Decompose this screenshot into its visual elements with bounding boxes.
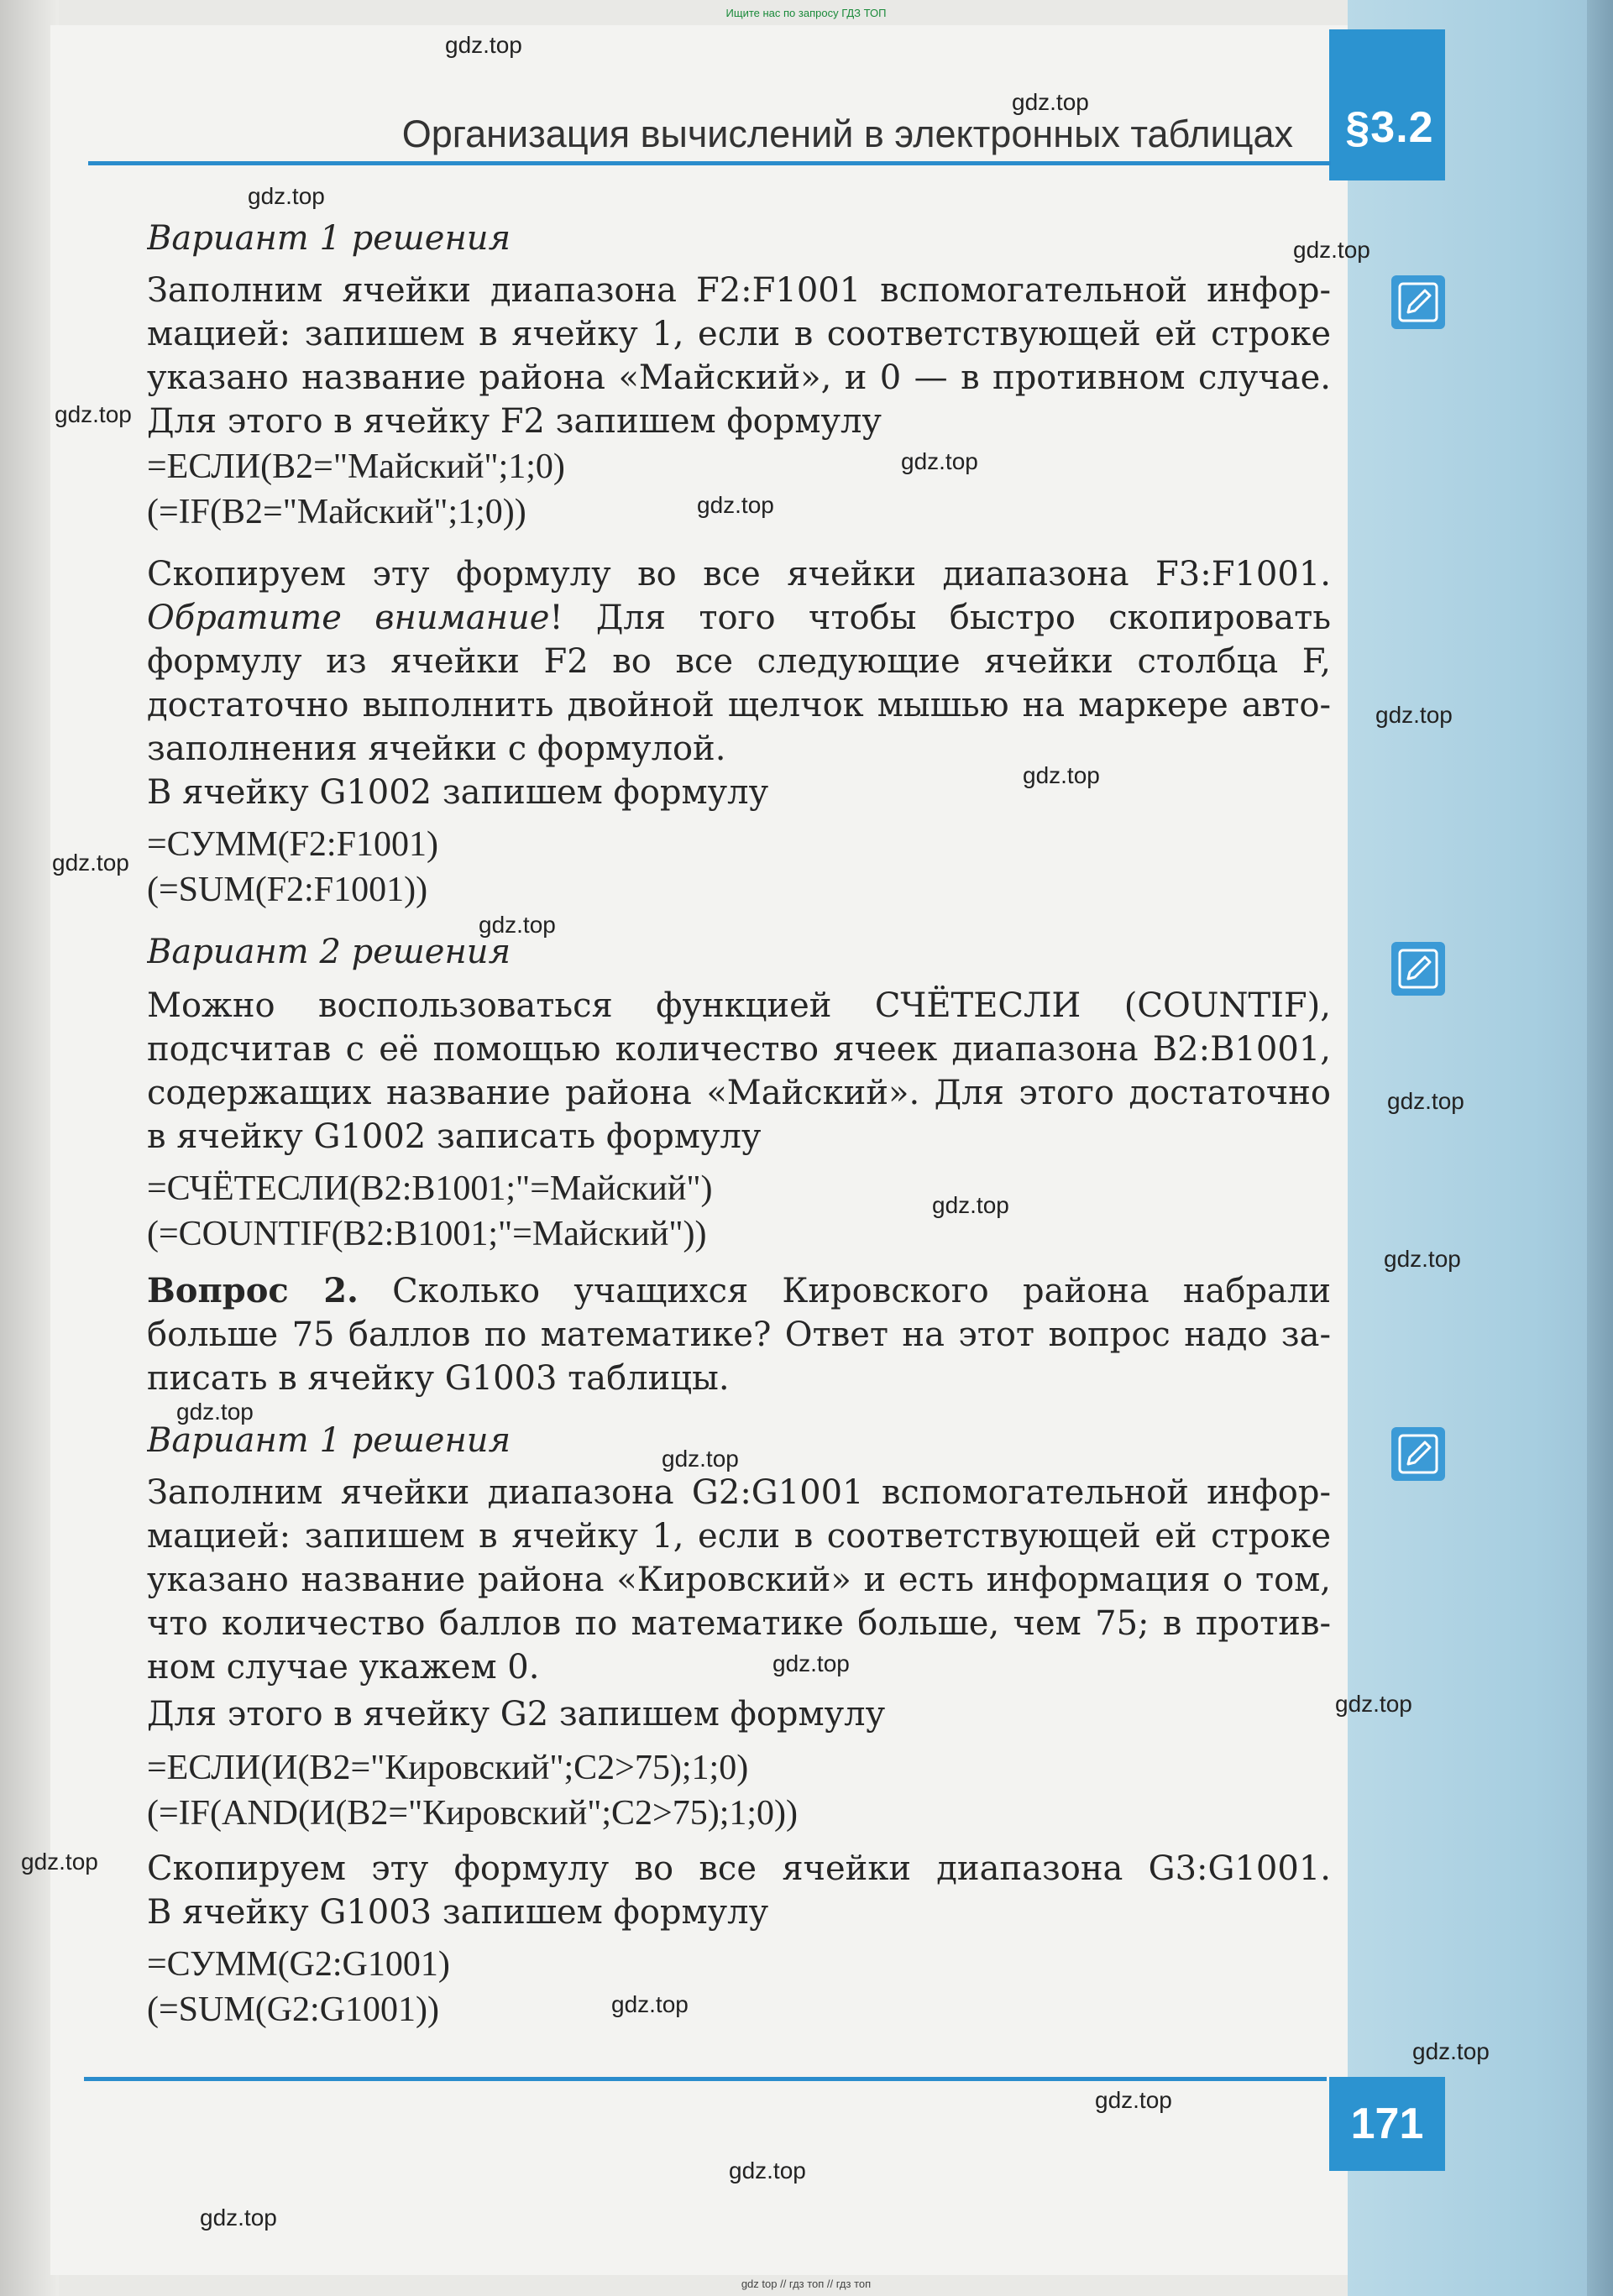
margin-strip — [1348, 0, 1613, 2296]
text-line: мацией: запишем в ячейку 1, если в соответствующей ей строке — [147, 1517, 1331, 1556]
text-line: что количество баллов по математике больше, чем 75; в против- — [147, 1604, 1331, 1643]
text-line: писать в ячейку G1003 таблицы. — [147, 1359, 730, 1398]
watermark: gdz.top — [1335, 1691, 1412, 1717]
formula-line: =ЕСЛИ(И(B2="Кировский";C2>75);1;0) — [147, 1749, 749, 1787]
page-title: Организация вычислений в электронных таблицах — [401, 112, 1293, 155]
text-line: указано название района «Майский», и 0 — в противном случае. — [147, 358, 1331, 397]
watermark: gdz.top — [901, 448, 978, 474]
watermark: gdz.top — [932, 1192, 1009, 1218]
top-note: Ищите нас по запросу ГДЗ ТОП — [725, 7, 887, 19]
text-line: мацией: запишем в ячейку 1, если в соответствующей ей строке — [147, 315, 1331, 353]
watermark: gdz.top — [1095, 2087, 1172, 2113]
watermark: gdz.top — [248, 183, 325, 209]
question-text: Сколько учащихся Кировского района набрали — [358, 1272, 1331, 1310]
text-line: содержащих название района «Майский». Для этого достаточно — [147, 1074, 1331, 1112]
text-line: ном случае укажем 0. — [147, 1648, 540, 1687]
page-number: 171 — [1350, 2100, 1424, 2148]
page-edge — [1587, 0, 1613, 2296]
text-line: формулу из ячейки F2 во все следующие ячейки столбца F, — [147, 642, 1331, 681]
watermark: gdz.top — [611, 1991, 689, 2017]
watermark: gdz.top — [1375, 702, 1453, 728]
watermark: gdz.top — [200, 2204, 277, 2231]
text-line: В ячейку G1003 запишем формулу — [147, 1893, 769, 1932]
footer-divider — [84, 2077, 1327, 2081]
bottom-note: gdz top // гдз топ // гдз топ — [741, 2278, 872, 2290]
text-line: подсчитав с её помощью количество ячеек диапазона B2:B1001, — [147, 1030, 1331, 1069]
text-line: Для этого в ячейку F2 запишем формулу — [147, 402, 882, 441]
watermark: gdz.top — [662, 1446, 739, 1472]
formula-line: =СЧЁТЕСЛИ(B2:B1001;"=Майский") — [147, 1169, 713, 1208]
text-line: Можно воспользоваться функцией СЧЁТЕСЛИ (COUNTIF), — [147, 986, 1331, 1025]
text-line: в ячейку G1002 записать формулу — [147, 1117, 762, 1156]
text-line: больше 75 баллов по математике? Ответ на этот вопрос надо за- — [147, 1315, 1331, 1354]
watermark: gdz.top — [729, 2157, 806, 2184]
heading-variant-1: Вариант 1 решения — [147, 1421, 511, 1460]
watermark: gdz.top — [479, 912, 556, 938]
notice-text: ! Для того чтобы быстро скопировать — [549, 599, 1331, 637]
watermark: gdz.top — [1012, 89, 1089, 115]
heading-variant-1: Вариант 1 решения — [147, 219, 511, 258]
text-line: Заполним ячейки диапазона G2:G1001 вспомогательной инфор- — [147, 1473, 1331, 1512]
formula-line: =СУММ(G2:G1001) — [147, 1945, 450, 1984]
text-line: Для этого в ячейку G2 запишем формулу — [147, 1695, 886, 1734]
formula-line: (=IF(AND(И(B2="Кировский";C2>75);1;0)) — [147, 1794, 799, 1833]
watermark: gdz.top — [772, 1650, 850, 1676]
text-line-notice — [147, 596, 1331, 640]
watermark: gdz.top — [1412, 2038, 1490, 2064]
formula-line: =ЕСЛИ(B2="Майский";1;0) — [147, 447, 565, 486]
watermark: gdz.top — [52, 850, 129, 876]
text-line: Скопируем эту формулу во все ячейки диапазона G3:G1001. — [147, 1849, 1331, 1888]
watermark: gdz.top — [176, 1399, 254, 1425]
header-divider — [88, 161, 1331, 165]
watermark: gdz.top — [1293, 237, 1370, 263]
pencil-icon — [1391, 1427, 1445, 1481]
text-line: достаточно выполнить двойной щелчок мышью на маркере авто- — [147, 686, 1331, 724]
watermark: gdz.top — [55, 401, 132, 427]
text-line: Скопируем эту формулу во все ячейки диапазона F3:F1001. — [147, 555, 1331, 594]
question-label: Вопрос 2. — [147, 1271, 359, 1310]
pencil-icon — [1391, 942, 1445, 996]
formula-line: (=IF(B2="Майский";1;0)) — [147, 493, 526, 531]
pencil-icon — [1391, 275, 1445, 329]
formula-line: (=COUNTIF(B2:B1001;"=Майский")) — [147, 1215, 707, 1253]
heading-variant-2: Вариант 2 решения — [147, 933, 511, 971]
text-line: Заполним ячейки диапазона F2:F1001 вспомогательной инфор- — [147, 271, 1331, 310]
formula-line: =СУММ(F2:F1001) — [147, 825, 438, 864]
text-line: указано название района «Кировский» и есть информация о том, — [147, 1561, 1331, 1599]
notice-emphasis: Обратите внимание — [147, 599, 550, 637]
text-line: заполнения ячейки с формулой. — [147, 730, 726, 768]
watermark: gdz.top — [1023, 762, 1100, 788]
watermark: gdz.top — [445, 32, 522, 58]
watermark: gdz.top — [697, 492, 774, 518]
question-line — [147, 1269, 1331, 1313]
watermark: gdz.top — [1387, 1088, 1464, 1114]
text-line: В ячейку G1002 запишем формулу — [147, 773, 769, 812]
watermark: gdz.top — [21, 1849, 98, 1875]
formula-line: (=SUM(G2:G1001)) — [147, 1990, 439, 2029]
formula-line: (=SUM(F2:F1001)) — [147, 871, 428, 909]
watermark: gdz.top — [1384, 1246, 1461, 1272]
section-badge: §3.2 — [1345, 103, 1434, 152]
